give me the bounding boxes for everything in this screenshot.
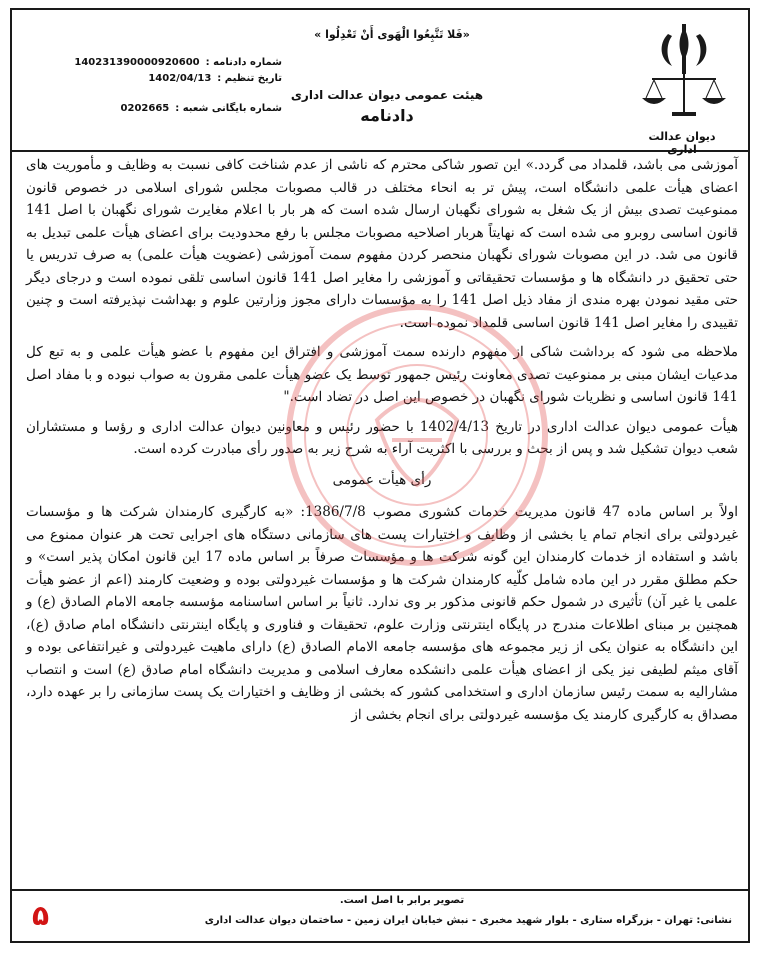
quran-verse: «فَلا تَتَّبِعُوا الْهَوى أَنْ تَعْدِلُوا » [314, 28, 470, 41]
paragraph: اولاً بر اساس ماده 47 قانون مدیریت خدمات کشوری مصوب 1386/7/8: «به کارگیری کارمندان شرکت ها و مؤسسات غیردولتی برای انجام تمام یا بخشی از وظایف و اختیارات پست های سازمانی دستگاه های اجرایی تحت هر عنوان ممنوع می باشد و استفاده از خدمات کارمندان این گونه شرکت ها و مؤسسات صرفاً بر اساس ماده 17 این قانون امکان پذیر است» و حکم مطلق مقرر در این ماده شامل کلّیه کارمندان شرکت ها و مؤسسات غیردولتی بوده و وضعیت کارمند (اعم از عضو هیأت علمی یا غیر آن) تأثیری در شمول حکم قانونی مذکور بر وی ندارد. ثانیاً بر اساس اساسنامه مؤسسه جامعه الامام الصادق (ع) و همچنین بر مبنای اطلاعات مندرج در پایگاه اینترنتی وزارت علوم، تحقیقات و فناوری و پایگاه اینترنتی دانشگاه امام صادق (ع)، این دانشگاه به عنوان یکی از زیر مجموعه های مؤسسه جامعه الامام الصادق (ع) دارای ماهیت غیردولتی و غیرانتفاعی بوده و آقای میثم لطیفی نیز یکی از اعضای هیأت علمی دانشکده معارف اسلامی و مدیریت دانشگاه امام صادق (ع) است و انتصاب مشارالیه به سمت رئیس سازمان اداری و استخدامی کشور که بخشی از وظایف و اختیارات یک پست سازمانی را بر عهده دارد، مصداق به کارگیری کارمند یک مؤسسه غیردولتی برای انجام بخشی از [26, 504, 738, 723]
board-title: هیئت عمومی دیوان عدالت اداری [290, 88, 484, 102]
iran-emblem-icon [638, 20, 730, 128]
archive-label: شماره بایگانی شعبه : [175, 103, 282, 114]
document-header [12, 10, 748, 156]
paragraph: هیأت عمومی دیوان عدالت اداری در تاریخ 1402/4/13 با حضور رئیس و معاونین دیوان عدالت اداری و رؤسا و مستشاران شعب دیوان تشکیل شد و پس از بحث و بررسی با اکثریت آراء به شرح زیر به صدور رأی مبادرت کرده است. [26, 418, 738, 457]
document-title: دادنامه [360, 106, 414, 125]
document-meta [52, 55, 282, 117]
certified-copy-note: تصویر برابر با اصل است. [339, 895, 465, 906]
court-name: دیوان عدالت اداری [648, 130, 716, 156]
page-number: ۵ [32, 899, 50, 932]
decision-number: 140231390000920600 [74, 57, 200, 68]
decision-number-row [52, 55, 282, 71]
document-page [10, 8, 750, 943]
archive-number: 0202665 [120, 103, 170, 114]
date-value: 1402/04/13 [148, 73, 212, 84]
footer-address: نشانی: تهران - بزرگراه ستاری - بلوار شهید مخبری - نبش خیابان ایران زمین - ساختمان دیوان عدالت اداری [204, 915, 732, 926]
section-heading: رأی هیأت عمومی [332, 471, 432, 488]
paragraph: آموزشی می باشد، قلمداد می گردد.» این تصور شاکی محترم که ناشی از عدم شناخت کافی نسبت به وظایف و مأموریت های اعضای هیأت علمی دانشگاه است، پیش تر به انحاء مختلف در قالب مصوبات مجلس شورای اسلامی در خصوص قانون ممنوعیت تصدی بیش از یک شغل به شورای نگهبان ارسال شده است که هر بار با اعلام مغایرت شورای نگهبان با اصل 141 قانون اساسی روبرو می شده است که نهایتاً هربار اصلاحیه مصوبات مجلس با رفع محدودیت برای اعضای هیأت علمی تبدیل به قانون می شد. در این مصوبات شورای نگهبان منحصر کردن مفهوم سمت آموزشی (عضویت هیأت علمی) به صرف تدریس یا حتی تحقیق در دانشگاه ها و مؤسسات تحقیقاتی و آموزشی را مغایر اصل 141 قانون اساسی تلقی نموده است و درجای دیگر حتی مقید نمودن بهره مندی از مفاد ذیل اصل 141 را به مؤسسات دارای مجوز وزارتین علوم و بهداشت نپذیرفته است و چنین تقییدی را مغایر اصل 141 قانون اساسی قلمداد نموده است. [26, 157, 739, 331]
document-body [26, 154, 738, 733]
title-block [287, 88, 487, 125]
date-row [52, 71, 282, 87]
date-label: تاریخ تنظیم : [217, 73, 282, 84]
document-footer [12, 889, 748, 941]
archive-row [52, 101, 282, 117]
paragraph: ملاحظه می شود که برداشت شاکی از مفهوم دارنده سمت آموزشی و افتراق این مفهوم با عضو هیأت علمی و به تبع کل مدعیات ایشان مبنی بر ممنوعیت تصدی معاونت رئیس جمهور توسط یک عضو هیأت علمی مقرون به صواب نبوده و با مفاد اصل 141 قانون اساسی و نظریات شورای نگهبان در خصوص این اصل در تضاد است." [26, 344, 738, 405]
decision-number-label: شماره دادنامه : [205, 57, 282, 68]
